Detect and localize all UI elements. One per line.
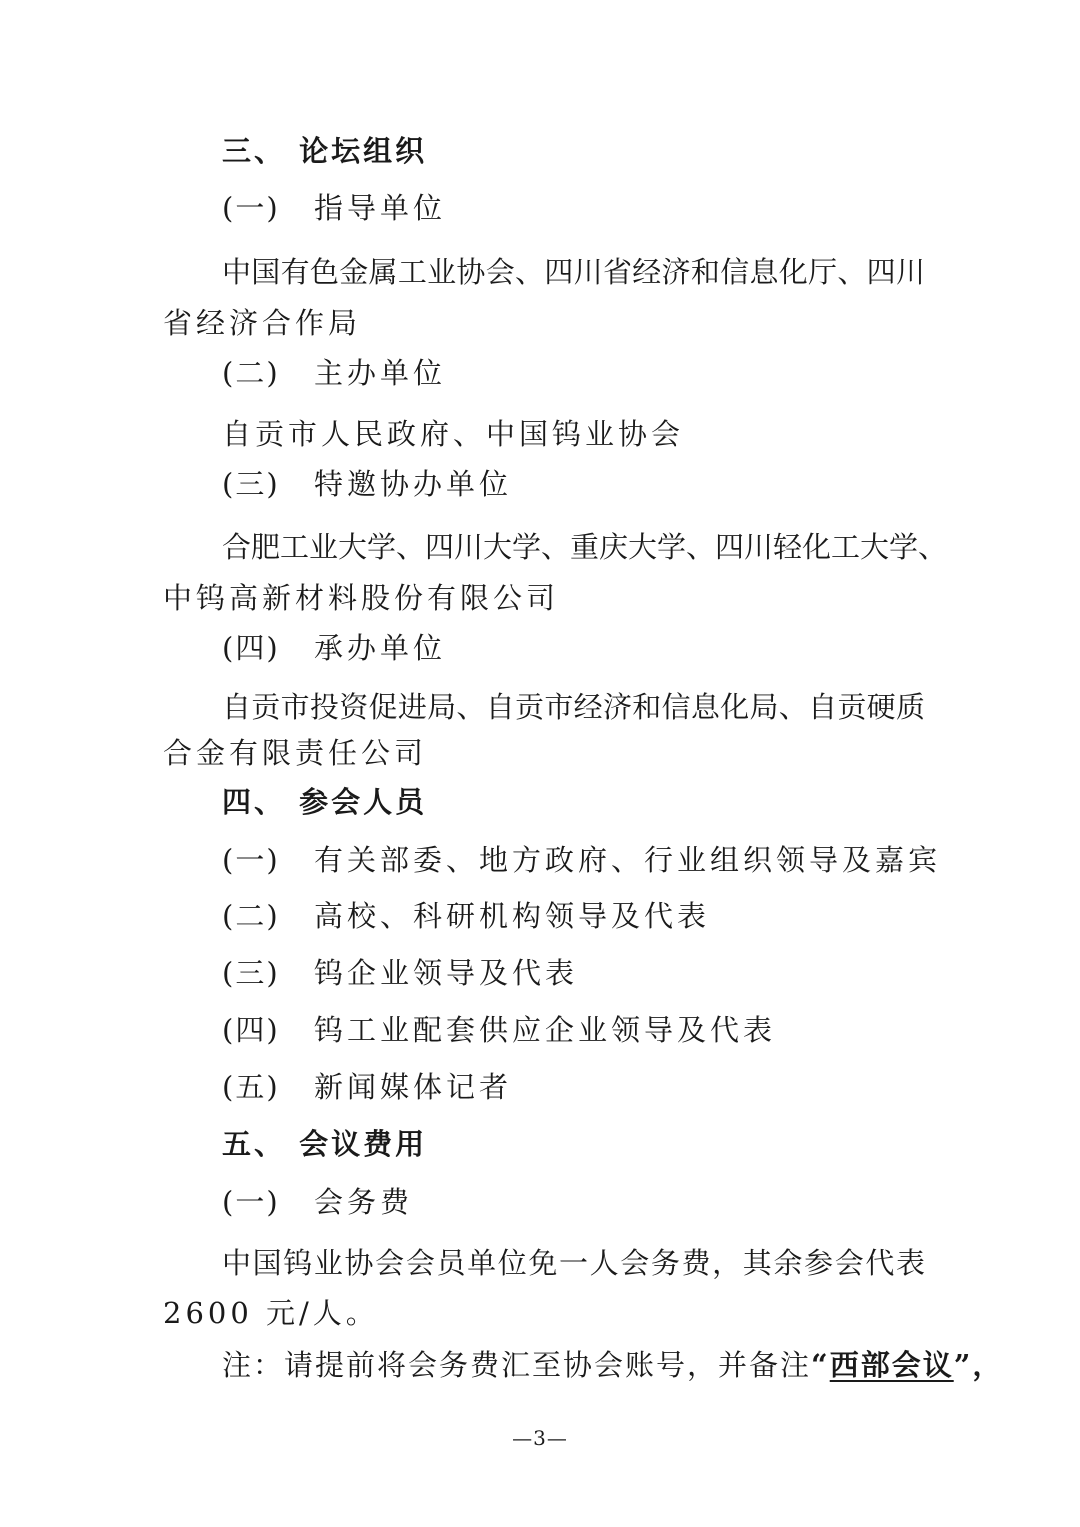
paragraph-line: 中钨高新材料股份有限公司 — [163, 581, 560, 615]
section-heading-5: 五、 会议费用 — [222, 1127, 428, 1161]
sub-item-4-4 — [222, 1010, 776, 1050]
note-open-quote: “ — [811, 1348, 830, 1382]
sub-item-number: (一) — [222, 191, 280, 225]
sub-item-3-4 — [222, 628, 446, 668]
note-close-quote: ”， — [953, 1348, 1004, 1382]
sub-item-4-2 — [222, 896, 710, 936]
sub-item-number: (二) — [222, 356, 280, 390]
page-number: —3— — [512, 1426, 568, 1450]
section-heading-3: 三、 论坛组织 — [222, 134, 428, 168]
sub-item-title: 承办单位 — [314, 631, 447, 665]
sub-item-title: 新闻媒体记者 — [314, 1070, 513, 1104]
sub-item-title: 主办单位 — [314, 356, 447, 390]
paragraph-line: 2600 元/人。 — [163, 1296, 379, 1330]
sub-item-number: (三) — [222, 956, 280, 990]
sub-item-number: (五) — [222, 1070, 280, 1104]
sub-item-4-3 — [222, 953, 578, 993]
sub-item-5-1 — [222, 1182, 413, 1222]
sub-item-title: 钨工业配套供应企业领导及代表 — [314, 1013, 777, 1047]
sub-item-number: (三) — [222, 467, 280, 501]
paragraph-line: 省经济合作局 — [163, 306, 362, 340]
sub-item-number: (二) — [222, 899, 280, 933]
paragraph-line: 自贡市人民政府、中国钨业协会 — [222, 417, 685, 451]
sub-item-title: 钨企业领导及代表 — [314, 956, 579, 990]
sub-item-number: (四) — [222, 1013, 280, 1047]
sub-item-title: 指导单位 — [314, 191, 447, 225]
note-line — [222, 1345, 1003, 1385]
paragraph-line: 合金有限责任公司 — [163, 736, 428, 770]
sub-item-3-2 — [222, 353, 446, 393]
section-heading-4: 四、 参会人员 — [222, 785, 428, 819]
sub-item-title: 高校、科研机构领导及代表 — [314, 899, 711, 933]
sub-item-3-3 — [222, 464, 512, 504]
sub-item-title: 会务费 — [314, 1185, 414, 1219]
sub-item-4-1 — [222, 840, 941, 880]
sub-item-4-5 — [222, 1067, 512, 1107]
note-highlight: 西部会议 — [829, 1348, 954, 1382]
sub-item-number: (一) — [222, 1185, 280, 1219]
paragraph-line: 合肥工业大学、四川大学、重庆大学、四川轻化工大学、 — [222, 530, 948, 564]
sub-item-number: (一) — [222, 843, 280, 877]
sub-item-title: 特邀协办单位 — [314, 467, 513, 501]
sub-item-number: (四) — [222, 631, 280, 665]
paragraph-line: 中国钨业协会会员单位免一人会务费，其余参会代表 — [222, 1246, 925, 1280]
paragraph-line: 自贡市投资促进局、自贡市经济和信息化局、自贡硬质 — [222, 690, 925, 724]
note-prefix: 注：请提前将会务费汇至协会账号，并备注 — [222, 1348, 812, 1382]
paragraph-line: 中国有色金属工业协会、四川省经济和信息化厅、四川 — [222, 255, 925, 289]
sub-item-title: 有关部委、地方政府、行业组织领导及嘉宾 — [314, 843, 942, 877]
sub-item-3-1 — [222, 188, 446, 228]
